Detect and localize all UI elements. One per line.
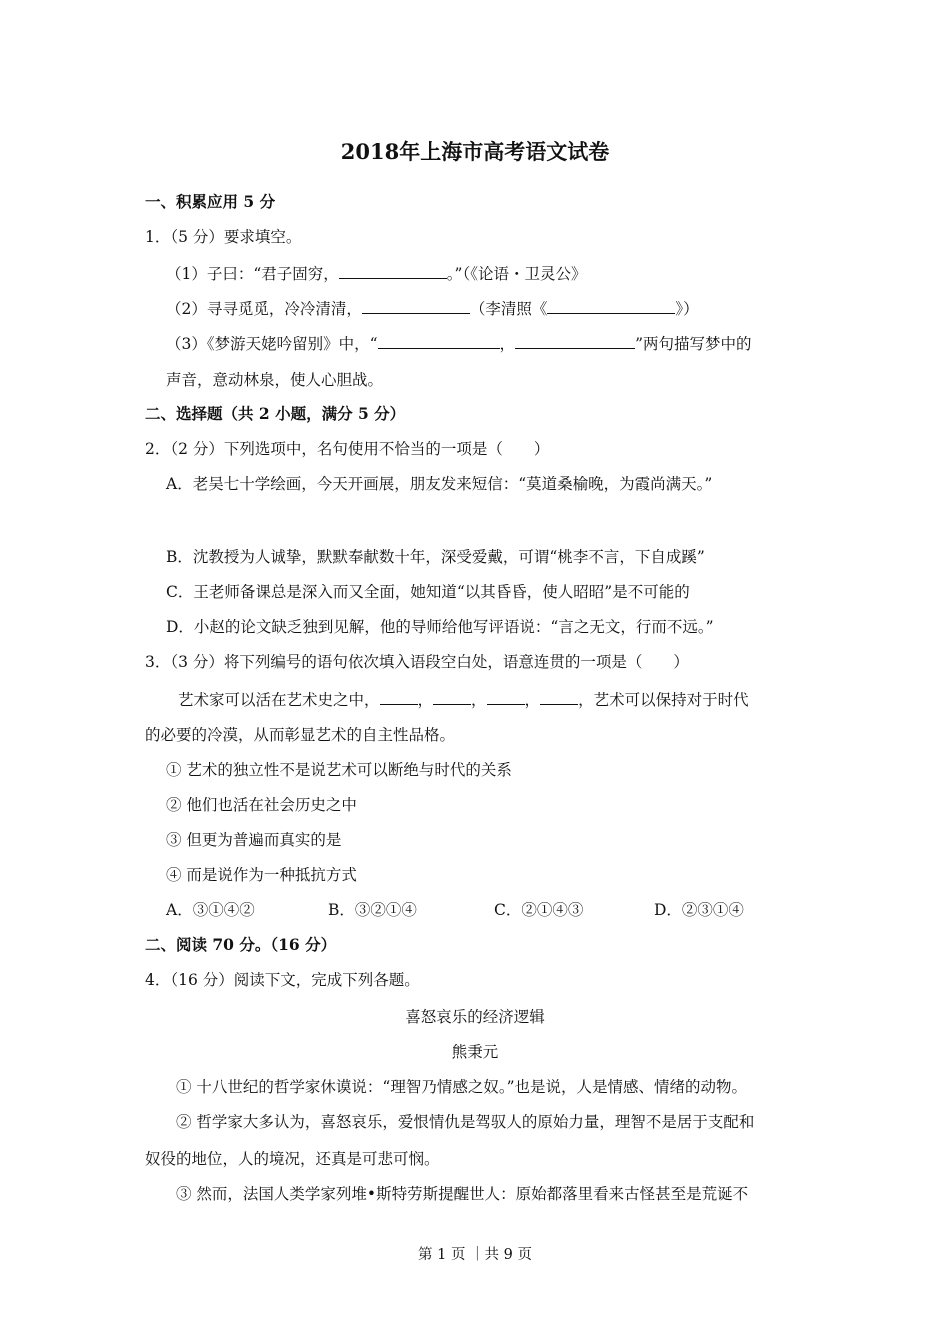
section-heading-accumulation: 一、积累应用 5 分 (145, 192, 276, 211)
article-paragraph-3: ③ 然而，法国人类学家列堆•斯特劳斯提醒世人：原始都落里看来古怪甚至是荒诞不 (176, 1185, 749, 1203)
question-2-stem: 2．（2 分）下列选项中，名句使用不恰当的一项是（ ） (145, 440, 550, 458)
question-1-item-2 (166, 297, 699, 319)
article-author: 熊秉元 (451, 1043, 499, 1061)
q1-item1-suffix: 。”（《论语・卫灵公》 (446, 265, 587, 283)
q3-blank-3[interactable] (487, 688, 525, 705)
article-paragraph-2-continued: 奴役的地位，人的境况，还真是可悲可悯。 (145, 1150, 440, 1168)
page-number-footer: 第 1 页 ｜共 9 页 (418, 1247, 532, 1263)
q3-para-prefix: 艺术家可以活在艺术史之中， (178, 691, 380, 709)
q1-item3-suffix: ”两句描写梦中的 (635, 335, 752, 353)
question-3-sentence-1: ① 艺术的独立性不是说艺术可以断绝与时代的关系 (166, 761, 512, 779)
question-2-option-d: D．小赵的论文缺乏独到见解，他的导师给他写评语说：“言之无文，行而不远。” (166, 618, 714, 636)
question-3-paragraph (178, 688, 749, 710)
section-heading-choice: 二、选择题（共 2 小题，满分 5 分） (145, 404, 406, 423)
question-2-option-c: C．王老师备课总是深入而又全面，她知道“以其昏昏，使人昭昭”是不可能的 (166, 583, 690, 601)
question-3-option-d: D．②③①④ (654, 901, 744, 919)
question-3-sentence-3: ③ 但更为普遍而真实的是 (166, 831, 342, 849)
page-title: 2018年上海市高考语文试卷 (340, 139, 610, 164)
q1-item2-blank[interactable] (362, 297, 470, 314)
q1-item2-suffix: 》） (675, 300, 699, 318)
q3-blank-1[interactable] (380, 688, 418, 705)
question-3-option-b: B．③②①④ (328, 901, 417, 919)
question-1-item-3 (166, 332, 752, 354)
article-title: 喜怒哀乐的经济逻辑 (405, 1008, 545, 1026)
question-3-option-a: A．③①④② (166, 901, 255, 919)
q1-item2-title-blank[interactable] (547, 297, 675, 314)
question-4-stem: 4．（16 分）阅读下文，完成下列各题。 (145, 971, 420, 989)
article-paragraph-1: ① 十八世纪的哲学家休谟说：“理智乃情感之奴。”也是说，人是情感、情绪的动物。 (176, 1078, 748, 1096)
question-2-option-a: A．老吴七十学绘画，今天开画展，朋友发来短信：“莫道桑榆晚，为霞尚满天。” (166, 475, 713, 493)
q1-item1-prefix: （1）子曰：“君子固穷， (166, 265, 339, 283)
q1-item3-blank-2[interactable] (515, 332, 635, 349)
q1-item3-prefix: （3）《梦游天姥吟留别》中，“ (166, 335, 378, 353)
q3-para-suffix: ，艺术可以保持对于时代 (578, 691, 749, 709)
question-3-sentence-2: ② 他们也活在社会历史之中 (166, 796, 357, 814)
q1-item3-blank-1[interactable] (378, 332, 500, 349)
question-3-sentence-4: ④ 而是说作为一种抵抗方式 (166, 866, 357, 884)
q1-item3-middle: ， (499, 335, 516, 353)
question-2-option-b: B．沈教授为人诚挚，默默奉献数十年，深受爱戴，可谓“桃李不言，下自成蹊” (166, 548, 705, 566)
q3-sep-1: ， (417, 691, 434, 709)
section-heading-reading: 二、阅读 70 分。（16 分） (145, 935, 337, 954)
q3-sep-3: ， (524, 691, 541, 709)
article-paragraph-2: ② 哲学家大多认为，喜怒哀乐，爱恨情仇是驾驭人的原始力量，理智不是居于支配和 (176, 1113, 755, 1131)
q1-item2-prefix: （2）寻寻觅觅，冷冷清清， (166, 300, 362, 318)
question-3-paragraph-continued: 的必要的冷漠，从而彰显艺术的自主性品格。 (145, 726, 456, 744)
q3-sep-2: ， (471, 691, 487, 709)
q1-item2-middle: （李清照《 (469, 300, 548, 318)
question-1-item-1 (166, 262, 586, 284)
q3-blank-2[interactable] (433, 688, 471, 705)
question-3-stem: 3．（3 分）将下列编号的语句依次填入语段空白处，语意连贯的一项是（ ） (145, 653, 689, 671)
question-1-stem: 1．（5 分）要求填空。 (145, 228, 302, 246)
question-3-option-c: C．②①④③ (494, 901, 584, 919)
question-1-item-3-continued: 声音，意动林泉，使人心胆战。 (166, 371, 384, 389)
q1-item1-blank[interactable] (339, 262, 447, 279)
q3-blank-4[interactable] (540, 688, 578, 705)
